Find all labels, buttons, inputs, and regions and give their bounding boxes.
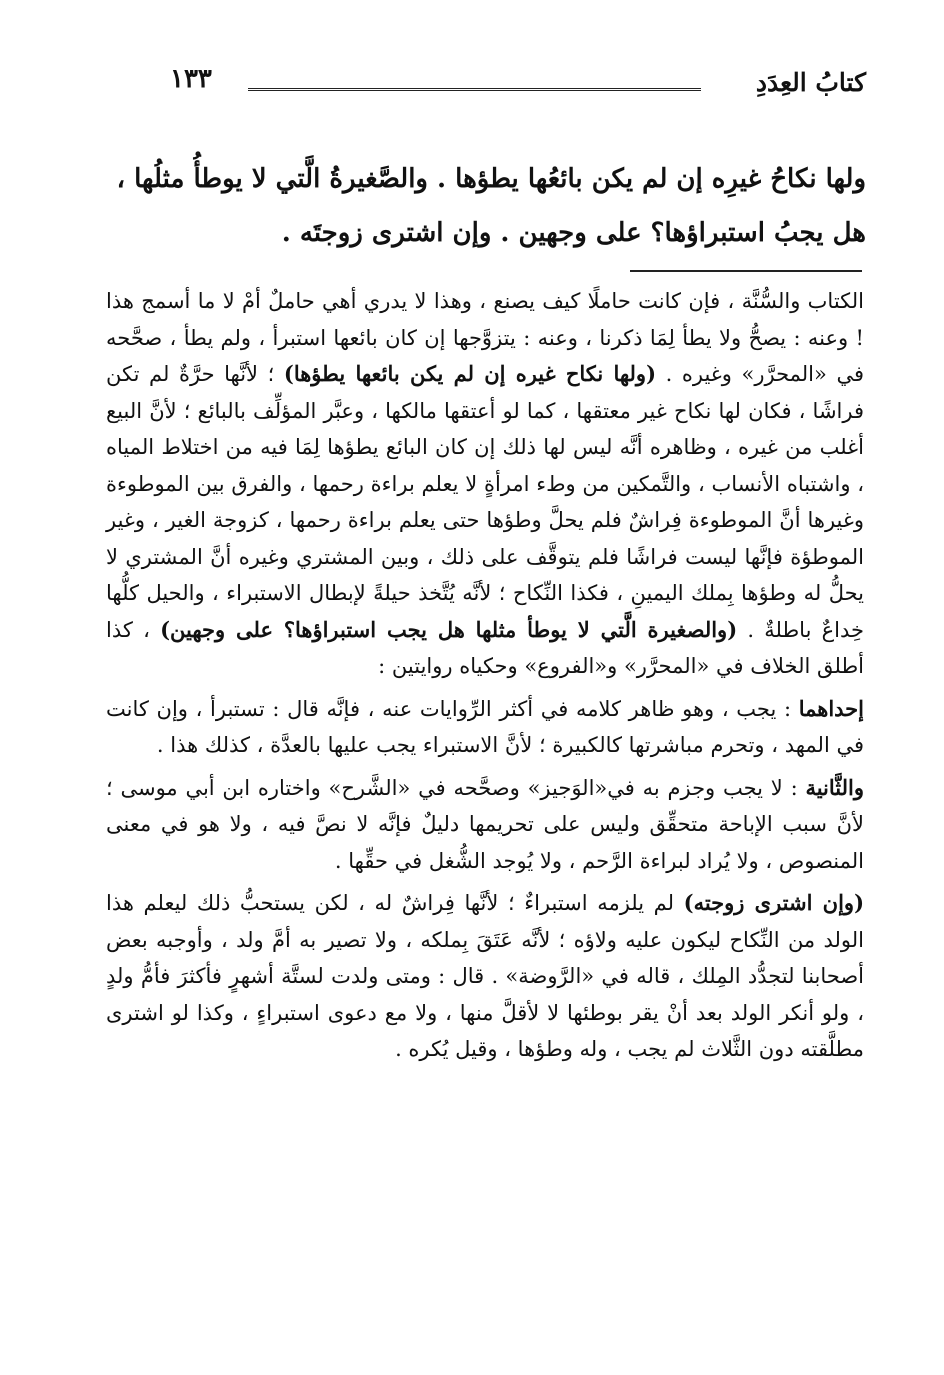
matn-line: ولها نكاحُ غيرِه إن لم يكن بائعُها يطؤها . والصَّغيرةُ الَّتي لا يوطأُ مثلُها ،	[116, 164, 866, 194]
quoted-matn: (وإن اشترى زوجته)	[683, 890, 865, 915]
commentary-segment: : يجب ، وهو ظاهر كلامه في أكثر الرِّوايات عنه ، فإنَّه قال : تستبرأ ، وإن كانت في المهد ، وتحرم مباشرتها كالكبيرة ؛ لأنَّ الاستبراء يجب عليها بالعدَّة ، كذلك هذا .	[106, 696, 864, 757]
commentary-paragraph	[106, 885, 864, 1068]
footnote-separator	[630, 270, 862, 272]
matn-line: هل يجبُ استبراؤها؟ على وجهين . وإن اشترى زوجتَه .	[281, 218, 866, 248]
commentary-segment: : لا يجب وجزم به في«الوَجيز» وصحَّحه في «الشَّرح» واختاره ابن أبي موسى ؛ لأنَّ سبب الإباحة متحقِّق وليس على تحريمها دليلٌ فإنَّه لا نصَّ فيه ، ولا هو في معنى المنصوص ، ولا يُراد لبراءة الرَّحم ، ولا يُوجد الشُّغل في حقِّها .	[106, 775, 864, 873]
book-title: كتابُ العِدَدِ	[755, 68, 866, 97]
page-number: ١٣٣	[170, 64, 212, 94]
quoted-matn: (ولها نكاح غيره إن لم يكن بائعها يطؤها)	[283, 361, 657, 386]
commentary-segment: ، كذا أطلق الخلاف في «المحرَّر» و«الفروع» وحكياه روايتين :	[106, 617, 864, 678]
quoted-matn: (والصغيرة الَّتي لا يوطأ مثلها هل يجب استبراؤها؟ على وجهين)	[160, 616, 738, 642]
commentary-paragraph	[106, 770, 864, 880]
commentary-segment: لم يلزمه استبراءٌ ؛ لأنَّها فِراشٌ له ، لكن يستحبُّ ذلك ليعلم هذا الولد من النِّكاح ليكون عليه ولاؤه ؛ لأنَّه عَتَقَ بِملكه ، ولا تصير به أمَّ ولد ، وأوجبه بعض أصحابنا لتجدُّد المِلك ، قاله في «الرَّوضة» . قال : ومتى ولدت لستَّة أشهرٍ فأكثرَ فأمُّ ولدٍ ، ولو أنكر الولد بعد أنْ يقر بوطئها لا لأقلَّ منها ، ولا مع دعوى استبراءٍ ، وكذا لو اشترى مطلَّقته دون الثَّلاث لم يجب ، وله وطؤها ، وقيل يُكره .	[106, 891, 864, 1061]
commentary-text	[106, 283, 864, 1074]
matn-text	[112, 152, 866, 260]
running-header	[170, 62, 866, 102]
commentary-segment: الكتاب والسُّنَّة ، فإن كانت حاملًا كيف يصنع ، وهذا لا يدري أهي حاملٌ أمْ لا ما أسمج هذا ! وعنه : يصحُّ ولا يطأ لِمَا ذكرنا ، وعنه : يتزوَّجها إن كان بائعها استبرأ ، ولم يطأ ، صحَّحه في «المحرَّر» وغيره .	[106, 289, 864, 386]
header-rule	[248, 88, 701, 91]
commentary-paragraph	[106, 691, 864, 764]
quoted-matn: والثَّانية	[805, 774, 865, 800]
commentary-segment: ؛ لأنَّها حرَّةٌ لم تكن فراشًا ، فكان لها نكاح غير معتقها ، كما لو أعتقها مالكها ، وعبَّر المؤلِّف بالبائع ؛ لأنَّ البيع أغلب من غيره ، وظاهره أنَّه ليس لها ذلك إن كان البائع يطؤها لِمَا فيه من اختلاط المياه ، واشتباه الأنساب ، والتَّمكين من وطء امرأةٍ لا يعلم براءة رحمها ، والفرق بين الموطوءة وغيرها أنَّ الموطوءة فِراشٌ فلم يحلَّ وطؤها حتى يعلم براءة رحمها ، كزوجة الغير ، وغير الموطؤة فإنَّها ليست فراشًا فلم يتوقَّف على ذلك ، وبين المشتري وغيره أنَّ المشتري لا يحلُّ له وطؤها بِملك اليمينِ ، فكذا النِّكاح ؛ لأنَّه يُتَّخذ حيلةً لإبطال الاستبراء ، والحيل كلُّها خِداعٌ باطلةٌ .	[106, 362, 865, 642]
quoted-matn: إحداهما	[798, 695, 864, 721]
commentary-paragraph	[106, 283, 864, 685]
